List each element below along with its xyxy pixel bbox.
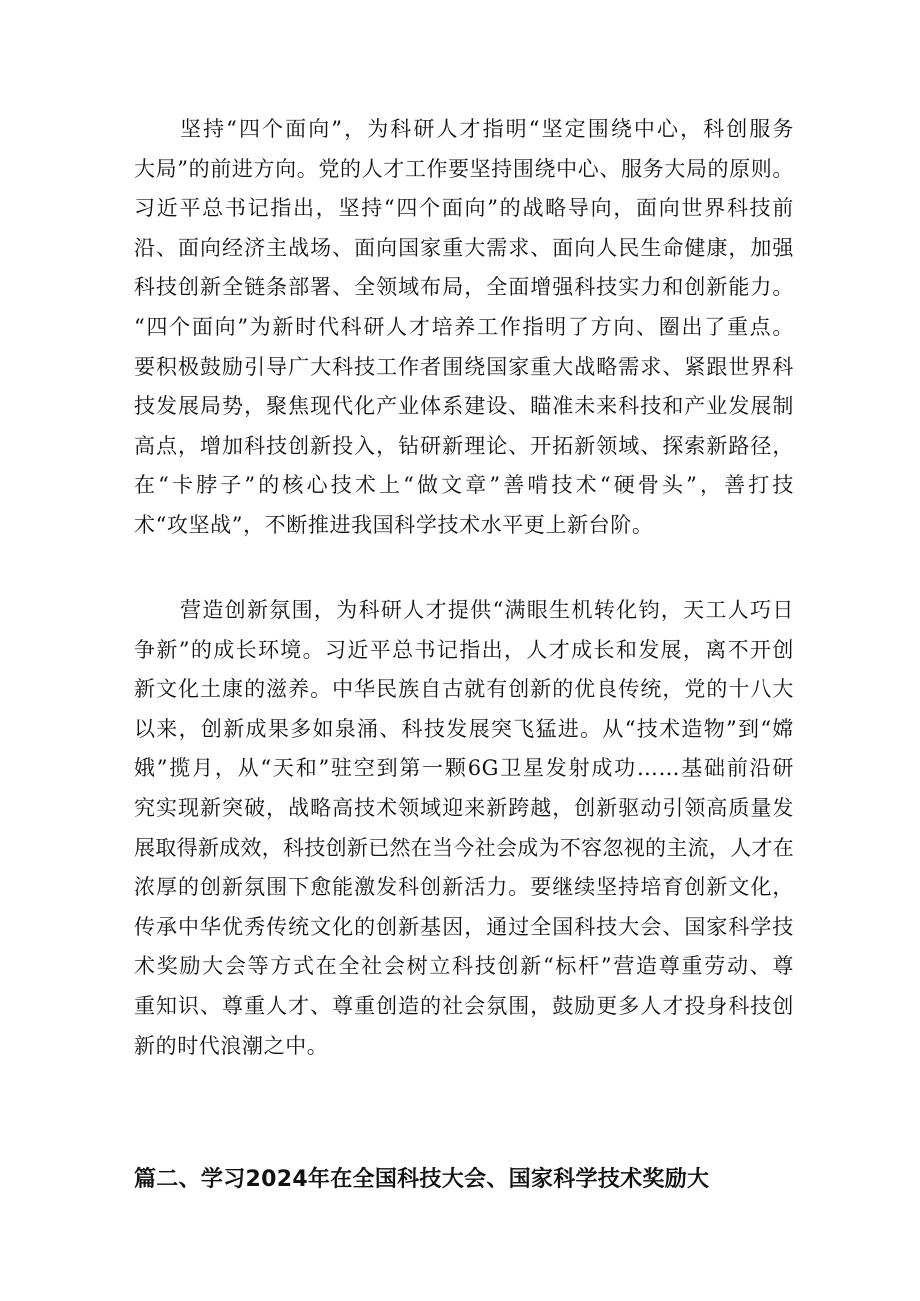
text-line: 重知识、尊重人才、尊重创造的社会氛围，鼓励更多人才投身科技创 xyxy=(134,993,794,1018)
text-line: 娥”揽月，从“天和”驻空到第一颗6G卫星发射成功……基础前沿研 xyxy=(134,756,794,781)
text-line: 展取得新成效，科技创新已然在当今社会成为不容忽视的主流，人才在 xyxy=(134,835,794,860)
text-line: 大局”的前进方向。党的人才工作要坚持围绕中心、服务大局的原则。 xyxy=(134,156,794,181)
text-line: 争新”的成长环境。习近平总书记指出，人才成长和发展，离不开创 xyxy=(134,637,794,662)
text-line: 以来，创新成果多如泉涌、科技发展突飞猛进。从“技术造物”到“嫦 xyxy=(134,716,794,741)
text-line: 营造创新氛围，为科研人才提供“满眼生机转化钧，天工人巧日 xyxy=(180,598,794,622)
paragraph-innovation-atmosphere xyxy=(134,591,794,1066)
text-line: 高点，增加科技创新投入，钻研新理论、开拓新领域、探索新路径， xyxy=(134,433,794,458)
text-line: 究实现新突破，战略高技术领域迎来新跨越，创新驱动引领高质量发 xyxy=(134,795,794,820)
paragraph-four-orientations xyxy=(134,110,794,546)
text-line: “四个面向”为新时代科研人才培养工作指明了方向、圈出了重点。 xyxy=(134,314,794,339)
text-line: 传承中华优秀传统文化的创新基因，通过全国科技大会、国家科学技 xyxy=(134,914,794,939)
text-line: 坚持“四个面向”，为科研人才指明“坚定围绕中心，科创服务 xyxy=(180,117,794,141)
text-line: 术“攻坚战”，不断推进我国科学技术水平更上新台阶。 xyxy=(134,512,654,537)
text-line: 要积极鼓励引导广大科技工作者围绕国家重大战略需求、紧跟世界科 xyxy=(134,354,794,379)
text-line: 科技创新全链条部署、全领域布局，全面增强科技实力和创新能力。 xyxy=(134,275,794,300)
text-line: 在“卡脖子”的核心技术上“做文章”善啃技术“硬骨头”，善打技 xyxy=(134,473,794,498)
text-line: 沿、面向经济主战场、面向国家重大需求、面向人民生命健康，加强 xyxy=(134,235,794,260)
text-line: 习近平总书记指出，坚持“四个面向”的战略导向，面向世界科技前 xyxy=(134,196,794,221)
text-line: 术奖励大会等方式在全社会树立科技创新“标杆”营造尊重劳动、尊 xyxy=(134,954,794,979)
text-line: 新的时代浪潮之中。 xyxy=(134,1033,329,1058)
text-line: 技发展局势，聚焦现代化产业体系建设、瞄准未来科技和产业发展制 xyxy=(134,394,794,419)
text-line: 新文化土康的滋养。中华民族自古就有创新的优良传统，党的十八大 xyxy=(134,677,794,702)
text-line: 浓厚的创新氛围下愈能激发科创新活力。要继续坚持培育创新文化， xyxy=(134,875,794,900)
section-heading: 篇二、学习2024年在全国科技大会、国家科学技术奖励大 xyxy=(134,1167,710,1192)
